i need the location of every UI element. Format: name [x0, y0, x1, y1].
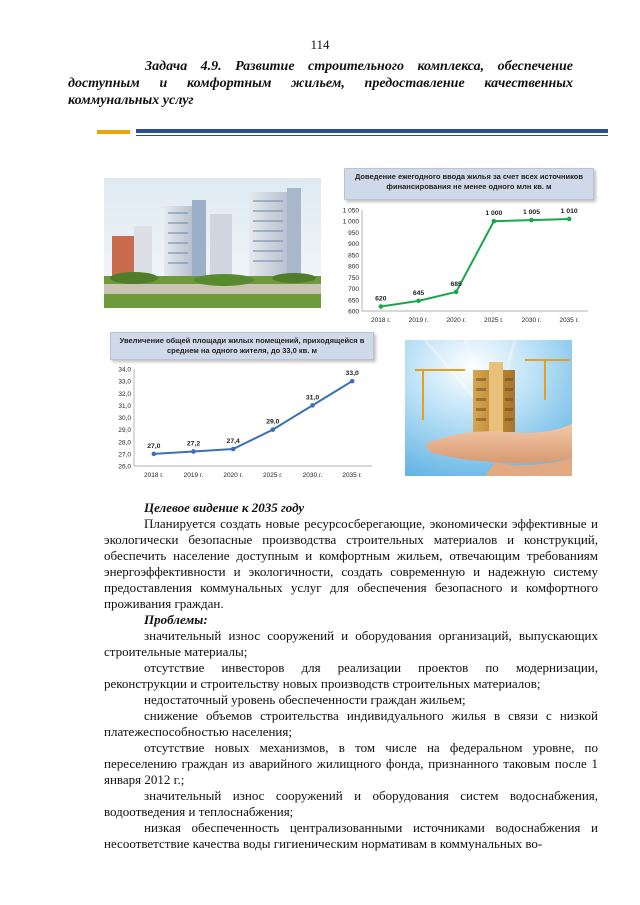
y-tick-label: 750	[348, 274, 359, 282]
problem-item: низкая обеспеченность централизованными источниками водоснабжения и несоответствие качества воды гигиеническим нормативам в коммунальных во-	[104, 820, 598, 851]
data-point	[191, 449, 196, 454]
x-tick-label: 2019 г.	[183, 472, 204, 479]
x-tick-label: 2025 г.	[263, 472, 283, 479]
task-title	[68, 58, 573, 109]
data-point	[310, 403, 315, 408]
series-line	[154, 381, 352, 454]
divider-blue	[136, 129, 608, 133]
y-tick-label: 30,0	[118, 415, 131, 422]
y-tick-label: 700	[348, 286, 359, 294]
vision-paragraph: Планируется создать новые ресурсосберегающие, экономически эффективные и экологически безопасные производства строительных материалов и конструкций, обеспечить население доступным и комфортным жильем, отвечающим требованиям энергоэффективности и экологичности, создать современную и надежную систему предоставления коммунальных услуг для обеспечения безопасного и комфортного проживания граждан.	[104, 516, 598, 611]
task-title-text: Развитие строительного комплекса, обеспечение доступным и комфортным жильем, предоставление качественных коммунальных услуг	[68, 59, 573, 108]
data-label: 685	[450, 280, 462, 288]
data-point	[529, 218, 534, 223]
data-point	[231, 447, 236, 452]
housing-commissioning-chart	[332, 168, 602, 333]
y-tick-label: 900	[348, 241, 359, 249]
buildings-photo	[104, 178, 321, 308]
y-tick-label: 33,0	[118, 378, 131, 386]
x-tick-label: 2030 г.	[302, 472, 323, 479]
data-point	[271, 427, 276, 432]
problem-item: значительный износ сооружений и оборудования организаций, выпускающих строительные материалы;	[104, 628, 598, 659]
x-tick-label: 2035 г.	[342, 472, 362, 479]
series-line	[381, 219, 569, 307]
x-tick-label: 2035 г.	[559, 317, 579, 324]
body-text	[104, 500, 598, 852]
y-tick-label: 600	[348, 308, 359, 316]
data-label: 1 005	[522, 209, 541, 217]
data-point	[350, 379, 355, 384]
data-label: 1 010	[560, 207, 578, 215]
hand-with-building-photo	[405, 340, 572, 476]
x-tick-label: 2020 г.	[223, 472, 243, 479]
data-label: 27,0	[147, 442, 161, 450]
y-tick-label: 28,0	[118, 439, 131, 447]
data-point	[567, 217, 572, 222]
living-space-chart	[104, 332, 384, 485]
y-tick-label: 1 050	[342, 207, 359, 215]
x-tick-label: 2018 г.	[371, 317, 391, 324]
page-number: 114	[310, 37, 330, 52]
problem-item: снижение объемов строительства индивидуального жилья в связи с низкой платежеспособностью населения;	[104, 708, 598, 739]
data-label: 27,2	[186, 440, 201, 448]
chart-title: Увеличение общей площади жилых помещений, приходящейся в среднем на одного жителя, до 33,0 кв. м	[110, 332, 374, 360]
chart-plot	[104, 332, 384, 485]
data-label: 1 000	[485, 210, 503, 218]
vision-heading: Целевое видение к 2035 году	[144, 500, 305, 515]
y-tick-label: 850	[348, 252, 359, 260]
y-tick-label: 29,0	[118, 427, 131, 435]
y-tick-label: 32,0	[118, 390, 131, 398]
x-tick-label: 2020 г.	[446, 317, 466, 324]
chart-plot	[332, 168, 602, 333]
y-tick-label: 800	[348, 263, 359, 271]
x-tick-label: 2025 г.	[484, 317, 504, 324]
data-label: 29,0	[266, 418, 280, 426]
data-point	[152, 452, 157, 457]
data-label: 27,4	[226, 438, 240, 446]
data-label: 645	[412, 289, 425, 297]
data-label: 31,0	[305, 394, 320, 402]
data-point	[492, 219, 497, 224]
problem-item: значительный износ сооружений и оборудования систем водоснабжения, водоотведения и теплоснабжения;	[104, 788, 598, 819]
data-point	[416, 299, 421, 304]
problem-item: отсутствие новых механизмов, в том числе на федеральном уровне, по переселению граждан из аварийного жилищного фонда, признанного таковым после 1 января 2012 г.;	[104, 740, 598, 787]
task-label: Задача 4.9.	[145, 59, 222, 74]
x-tick-label: 2019 г.	[408, 317, 429, 324]
y-tick-label: 31,0	[118, 402, 131, 410]
problems-heading: Проблемы:	[144, 612, 208, 627]
divider-blue-thin	[136, 135, 608, 136]
divider-gold	[97, 130, 130, 134]
x-tick-label: 2018 г.	[144, 472, 164, 479]
data-point	[454, 290, 459, 295]
data-point	[379, 304, 384, 309]
x-tick-label: 2030 г.	[521, 317, 542, 324]
y-tick-label: 27,0	[118, 451, 131, 459]
y-tick-label: 34,0	[118, 366, 131, 374]
problem-item: отсутствие инвесторов для реализации проектов по модернизации, реконструкции и строительству новых производств строительных материалов;	[104, 660, 598, 691]
chart-title: Доведение ежегодного ввода жилья за счет всех источников финансирования не менее одного млн кв. м	[344, 168, 594, 200]
data-label: 620	[375, 295, 387, 303]
problem-item: недостаточный уровень обеспеченности граждан жильем;	[144, 692, 466, 707]
y-tick-label: 1 000	[342, 218, 359, 226]
y-tick-label: 650	[348, 297, 359, 305]
y-tick-label: 950	[348, 229, 359, 237]
y-tick-label: 26,0	[118, 463, 131, 471]
data-label: 33,0	[345, 370, 359, 378]
